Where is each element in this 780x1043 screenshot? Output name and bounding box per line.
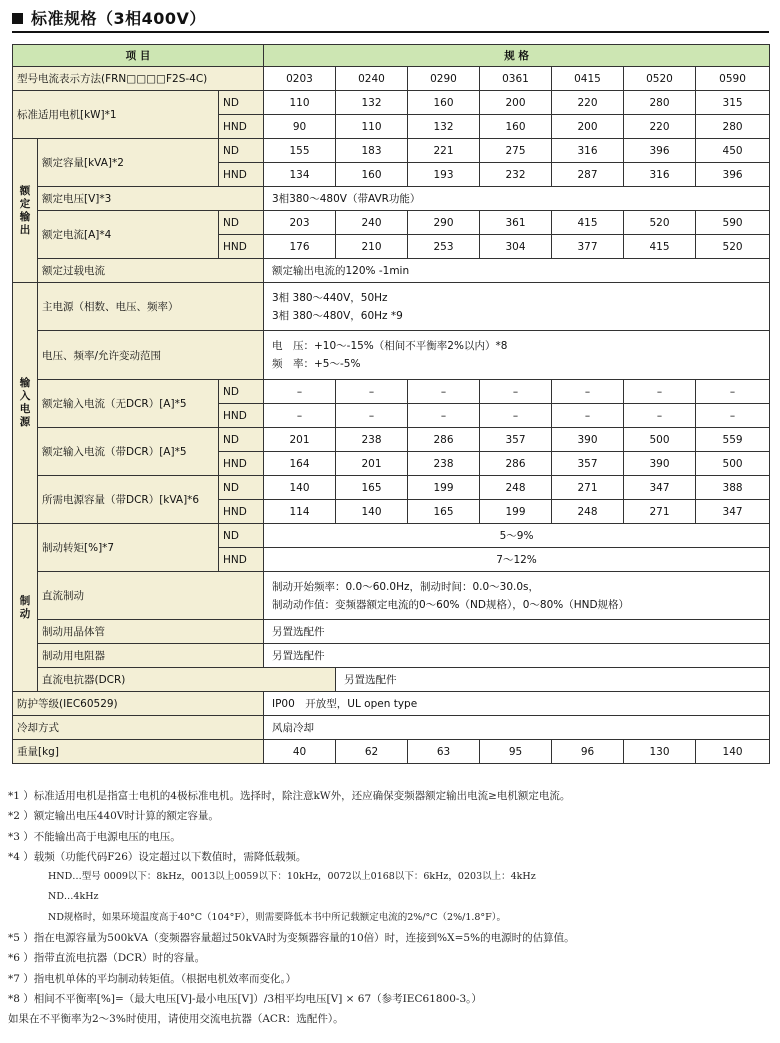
value-cell: 590 bbox=[696, 211, 770, 235]
nd-label: ND bbox=[219, 139, 264, 163]
hnd-label: HND bbox=[219, 452, 264, 476]
label-cell: 直流电抗器(DCR) bbox=[38, 668, 336, 692]
label-cell: 额定电流[A]*4 bbox=[38, 211, 219, 259]
group-label: 额 定 输 出 bbox=[13, 139, 38, 283]
value-cell: 200 bbox=[552, 115, 624, 139]
value-cell: 275 bbox=[480, 139, 552, 163]
footnote: *8 ）相间不平衡率[%]=（最大电压[V]-最小电压[V]）/3相平均电压[V] × 67（参考IEC61800-3。） bbox=[8, 992, 482, 1005]
spec-text-cell: 3相380～480V（带AVR功能） bbox=[264, 187, 770, 211]
value-cell: 140 bbox=[264, 476, 336, 500]
value-cell: 390 bbox=[624, 452, 696, 476]
value-cell: 110 bbox=[336, 115, 408, 139]
value-cell: – bbox=[336, 404, 408, 428]
value-cell: – bbox=[624, 404, 696, 428]
value-cell: 316 bbox=[624, 163, 696, 187]
value-cell: – bbox=[408, 404, 480, 428]
nd-label: ND bbox=[219, 524, 264, 548]
value-cell: 388 bbox=[696, 476, 770, 500]
footnote: *2 ）额定输出电压440V时计算的额定容量。 bbox=[8, 810, 219, 823]
footnote: *4 ）载频（功能代码F26）设定超过以下数值时，需降低载频。 bbox=[8, 850, 307, 863]
label-cell: 重量[kg] bbox=[13, 740, 264, 764]
value-cell: 347 bbox=[624, 476, 696, 500]
label-cell: 额定输入电流（带DCR）[A]*5 bbox=[38, 428, 219, 476]
hnd-label: HND bbox=[219, 235, 264, 259]
hnd-label: HND bbox=[219, 115, 264, 139]
label-cell: 电压、频率/允许变动范围 bbox=[38, 331, 264, 380]
value-cell: 199 bbox=[408, 476, 480, 500]
value-cell: 415 bbox=[552, 211, 624, 235]
value-cell: 253 bbox=[408, 235, 480, 259]
value-cell: 155 bbox=[264, 139, 336, 163]
value-cell: 415 bbox=[624, 235, 696, 259]
value-cell: 160 bbox=[408, 91, 480, 115]
label-cell: 型号电流表示方法(FRN□□□□F2S-4C) bbox=[13, 67, 264, 91]
header-spec: 规 格 bbox=[264, 45, 770, 67]
value-cell: 201 bbox=[336, 452, 408, 476]
value-cell: 5～9% bbox=[264, 524, 770, 548]
value-cell: 232 bbox=[480, 163, 552, 187]
label-cell: 标准适用电机[kW]*1 bbox=[13, 91, 219, 139]
model-cell: 0240 bbox=[336, 67, 408, 91]
value-cell: 221 bbox=[408, 139, 480, 163]
nd-label: ND bbox=[219, 380, 264, 404]
value-cell: 200 bbox=[480, 91, 552, 115]
value-cell: – bbox=[552, 380, 624, 404]
value-cell: 114 bbox=[264, 500, 336, 524]
value-cell: – bbox=[480, 380, 552, 404]
nd-label: ND bbox=[219, 428, 264, 452]
value-cell: – bbox=[480, 404, 552, 428]
value-cell: – bbox=[696, 404, 770, 428]
spec-text-cell: 另置选配件 bbox=[264, 620, 770, 644]
hnd-label: HND bbox=[219, 163, 264, 187]
footnote: 如果在不平衡率为2～3%时使用，请使用交流电抗器（ACR：选配件）。 bbox=[8, 1013, 344, 1026]
value-cell: 271 bbox=[624, 500, 696, 524]
value-cell: – bbox=[264, 380, 336, 404]
nd-label: ND bbox=[219, 211, 264, 235]
value-cell: 201 bbox=[264, 428, 336, 452]
spec-text-cell: 另置选配件 bbox=[336, 668, 770, 692]
label-cell: 制动用电阻器 bbox=[38, 644, 264, 668]
value-cell: 304 bbox=[480, 235, 552, 259]
model-cell: 0520 bbox=[624, 67, 696, 91]
value-cell: 280 bbox=[624, 91, 696, 115]
hnd-label: HND bbox=[219, 500, 264, 524]
footnote: *6 ）指带直流电抗器（DCR）时的容量。 bbox=[8, 952, 206, 965]
value-cell: – bbox=[264, 404, 336, 428]
value-cell: 160 bbox=[480, 115, 552, 139]
value-cell: 220 bbox=[624, 115, 696, 139]
value-cell: 193 bbox=[408, 163, 480, 187]
value-cell: 132 bbox=[336, 91, 408, 115]
footnote: *5 ）指在电源容量为500kVA（变频器容量超过50kVA时为变频器容量的10倍）时，连接到%X=5%的电源时的估算值。 bbox=[8, 932, 575, 945]
square-bullet-icon bbox=[12, 13, 23, 24]
value-cell: 559 bbox=[696, 428, 770, 452]
nd-label: ND bbox=[219, 476, 264, 500]
group-label: 输 入 电 源 bbox=[13, 283, 38, 524]
value-cell: 271 bbox=[552, 476, 624, 500]
value-cell: 203 bbox=[264, 211, 336, 235]
label-cell: 额定电压[V]*3 bbox=[38, 187, 264, 211]
value-cell: – bbox=[696, 380, 770, 404]
value-cell: 95 bbox=[480, 740, 552, 764]
footnotes bbox=[8, 786, 773, 1030]
value-cell: 183 bbox=[336, 139, 408, 163]
label-cell: 冷却方式 bbox=[13, 716, 264, 740]
value-cell: 290 bbox=[408, 211, 480, 235]
value-cell: 248 bbox=[480, 476, 552, 500]
table-row bbox=[13, 380, 770, 404]
value-cell: 220 bbox=[552, 91, 624, 115]
value-cell: 62 bbox=[336, 740, 408, 764]
spec-text-cell: 电 压：+10～-15%（相间不平衡率2%以内）*8 频 率：+5～-5% bbox=[264, 331, 770, 380]
spec-text-cell: 另置选配件 bbox=[264, 644, 770, 668]
value-cell: 238 bbox=[336, 428, 408, 452]
spec-text-cell: 制动开始频率：0.0～60.0Hz，制动时间：0.0～30.0s， 制动动作值：变频器额定电流的0～60%（ND规格），0～80%（HND规格） bbox=[264, 572, 770, 620]
value-cell: 96 bbox=[552, 740, 624, 764]
value-cell: 40 bbox=[264, 740, 336, 764]
value-cell: – bbox=[624, 380, 696, 404]
value-cell: 7～12% bbox=[264, 548, 770, 572]
value-cell: 390 bbox=[552, 428, 624, 452]
value-cell: 286 bbox=[408, 428, 480, 452]
value-cell: 361 bbox=[480, 211, 552, 235]
page-title: 标准规格（3相400V） bbox=[12, 6, 206, 29]
label-cell: 制动转矩[%]*7 bbox=[38, 524, 219, 572]
value-cell: 199 bbox=[480, 500, 552, 524]
hnd-label: HND bbox=[219, 548, 264, 572]
spec-text-cell: 3相 380～440V，50Hz 3相 380～480V，60Hz *9 bbox=[264, 283, 770, 331]
spec-text-cell: IP00 开放型，UL open type bbox=[264, 692, 770, 716]
value-cell: 160 bbox=[336, 163, 408, 187]
spec-table bbox=[12, 44, 770, 764]
value-cell: – bbox=[408, 380, 480, 404]
label-cell: 主电源（相数、电压、频率） bbox=[38, 283, 264, 331]
value-cell: 287 bbox=[552, 163, 624, 187]
footnote: *7 ）指电机单体的平均制动转矩值。（根据电机效率而变化。） bbox=[8, 972, 297, 985]
model-cell: 0415 bbox=[552, 67, 624, 91]
footnote: *3 ）不能输出高于电源电压的电压。 bbox=[8, 830, 181, 843]
footnote-detail: ND规格时，如果环境温度高于40°C（104°F），则需要降低本书中所记载额定电流的2%/°C（2%/1.8°F）。 bbox=[48, 911, 507, 923]
value-cell: 140 bbox=[696, 740, 770, 764]
group-label: 制 动 bbox=[13, 524, 38, 692]
spec-text-cell: 风扇冷却 bbox=[264, 716, 770, 740]
value-cell: 165 bbox=[408, 500, 480, 524]
model-cell: 0290 bbox=[408, 67, 480, 91]
label-cell: 所需电源容量（带DCR）[kVA]*6 bbox=[38, 476, 219, 524]
header-item: 项 目 bbox=[13, 45, 264, 67]
value-cell: 396 bbox=[696, 163, 770, 187]
value-cell: 347 bbox=[696, 500, 770, 524]
label-cell: 额定过载电流 bbox=[38, 259, 264, 283]
value-cell: 210 bbox=[336, 235, 408, 259]
value-cell: 500 bbox=[624, 428, 696, 452]
spec-text-cell: 额定输出电流的120% -1min bbox=[264, 259, 770, 283]
table-row bbox=[13, 67, 770, 91]
table-row bbox=[13, 428, 770, 452]
label-cell: 直流制动 bbox=[38, 572, 264, 620]
model-cell: 0590 bbox=[696, 67, 770, 91]
model-cell: 0203 bbox=[264, 67, 336, 91]
footnote-detail: ND…4kHz bbox=[48, 891, 99, 903]
value-cell: 130 bbox=[624, 740, 696, 764]
value-cell: 286 bbox=[480, 452, 552, 476]
value-cell: 396 bbox=[624, 139, 696, 163]
label-cell: 制动用晶体管 bbox=[38, 620, 264, 644]
value-cell: 132 bbox=[408, 115, 480, 139]
label-cell: 额定输入电流（无DCR）[A]*5 bbox=[38, 380, 219, 428]
value-cell: 110 bbox=[264, 91, 336, 115]
label-cell: 额定容量[kVA]*2 bbox=[38, 139, 219, 187]
value-cell: 500 bbox=[696, 452, 770, 476]
value-cell: 140 bbox=[336, 500, 408, 524]
value-cell: 520 bbox=[624, 211, 696, 235]
footnote-detail: HND…型号 0009以下：8kHz，0013以上0059以下：10kHz，0072以上0168以下：6kHz，0203以上：4kHz bbox=[48, 871, 536, 883]
value-cell: 165 bbox=[336, 476, 408, 500]
value-cell: – bbox=[552, 404, 624, 428]
value-cell: 134 bbox=[264, 163, 336, 187]
value-cell: 316 bbox=[552, 139, 624, 163]
value-cell: 90 bbox=[264, 115, 336, 139]
value-cell: 280 bbox=[696, 115, 770, 139]
value-cell: 450 bbox=[696, 139, 770, 163]
value-cell: 357 bbox=[552, 452, 624, 476]
hnd-label: HND bbox=[219, 404, 264, 428]
nd-label: ND bbox=[219, 91, 264, 115]
table-row bbox=[13, 476, 770, 500]
model-cell: 0361 bbox=[480, 67, 552, 91]
value-cell: 357 bbox=[480, 428, 552, 452]
value-cell: 63 bbox=[408, 740, 480, 764]
value-cell: – bbox=[336, 380, 408, 404]
value-cell: 176 bbox=[264, 235, 336, 259]
value-cell: 377 bbox=[552, 235, 624, 259]
value-cell: 248 bbox=[552, 500, 624, 524]
title-rule bbox=[12, 31, 769, 33]
value-cell: 164 bbox=[264, 452, 336, 476]
table-row bbox=[13, 211, 770, 235]
value-cell: 520 bbox=[696, 235, 770, 259]
value-cell: 315 bbox=[696, 91, 770, 115]
table-row bbox=[13, 91, 770, 115]
label-cell: 防护等级(IEC60529) bbox=[13, 692, 264, 716]
value-cell: 240 bbox=[336, 211, 408, 235]
footnote: *1 ）标准适用电机是指富士电机的4极标准电机。选择时，除注意kW外，还应确保变频器额定输出电流≥电机额定电流。 bbox=[8, 790, 571, 802]
value-cell: 238 bbox=[408, 452, 480, 476]
